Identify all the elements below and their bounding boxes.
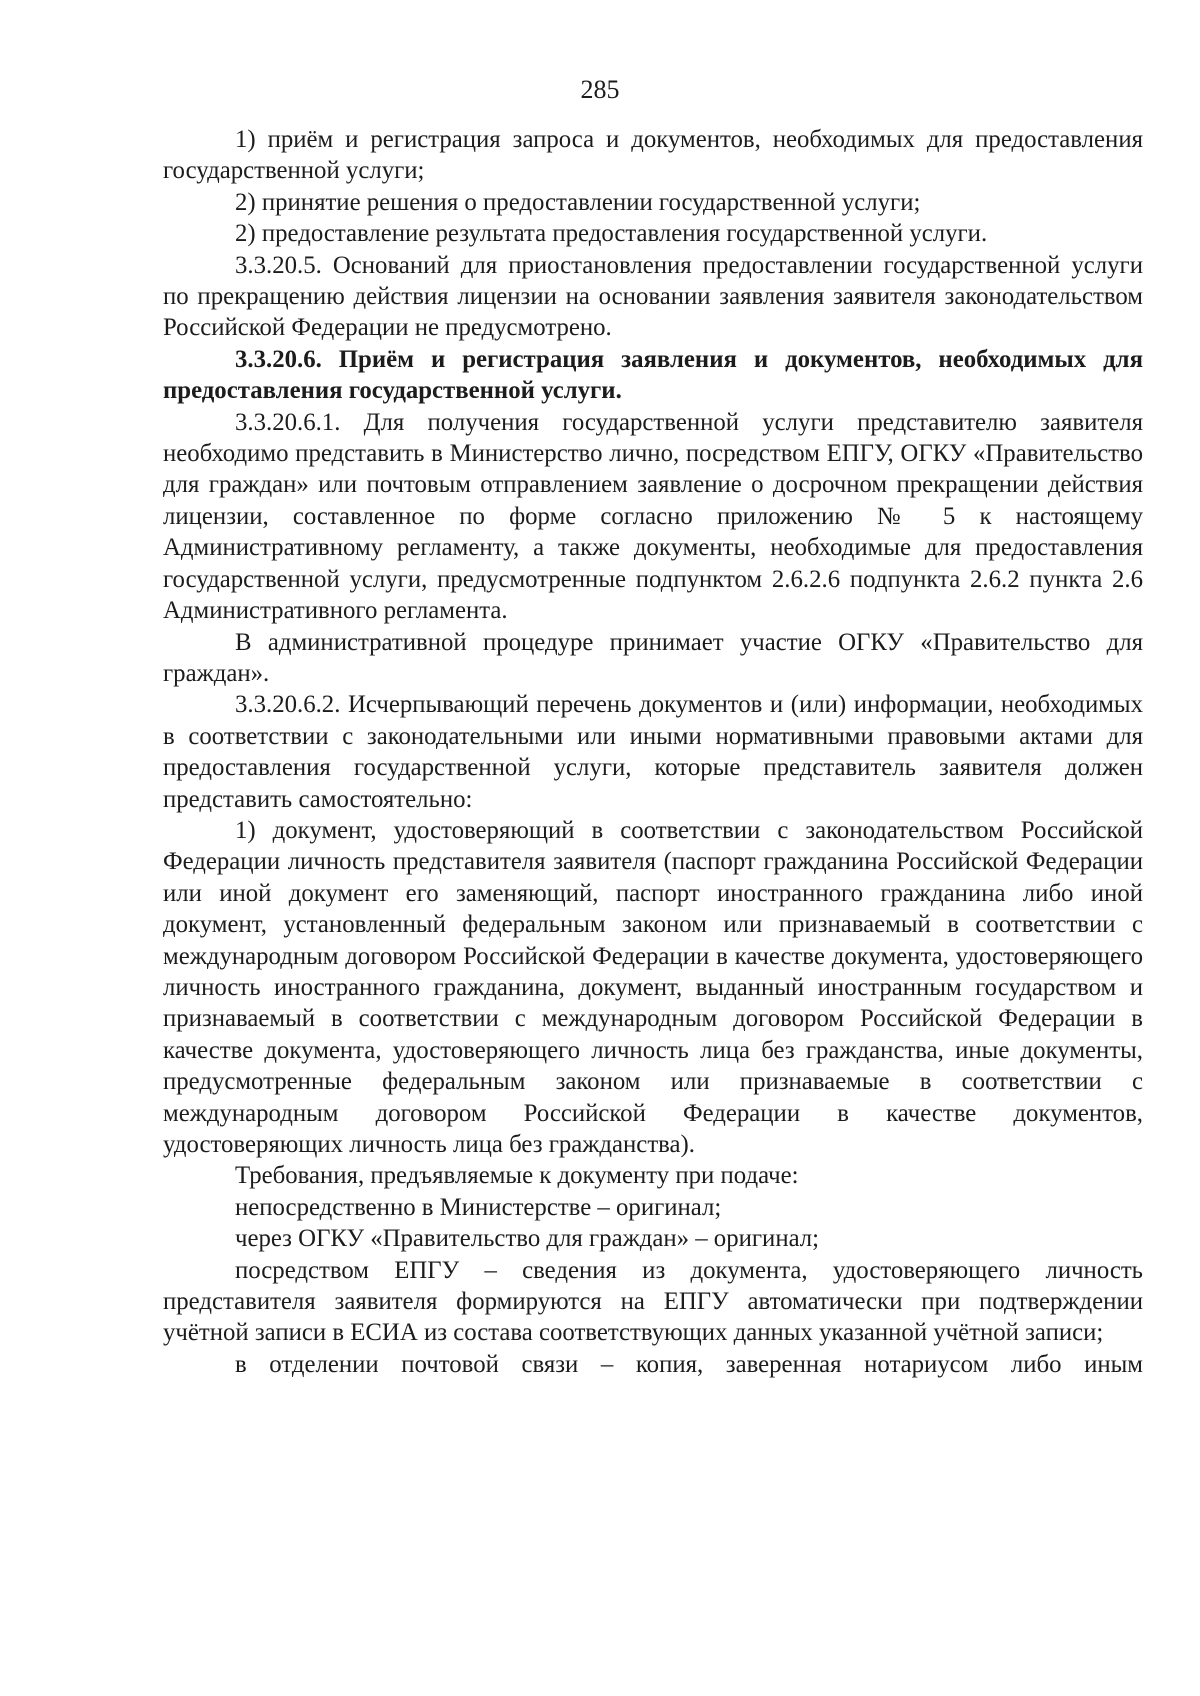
document-body [163, 124, 1143, 1380]
paragraph-post-office: в отделении почтовой связи – копия, заверенная нотариусом либо иным [235, 1350, 1143, 1378]
paragraph-in-ministry: непосредственно в Министерстве – оригинал; [235, 1193, 722, 1221]
paragraph-3-3-20-6-1: 3.3.20.6.1. Для получения государственной услуги представителю заявителя необходимо представить в Министерство лично, посредством ЕПГУ, ОГКУ «Правительство для граждан» или почтовым отправлением заявление о досрочном прекращении действия лицензии, составленное по форме согласно приложению № 5 к настоящему Административному регламенту, а также документы, необходимые для предоставления государственной услуги, предусмотренные подпунктом 2.6.2.6 подпункта 2.6.2 пункта 2.6 Административного регламента. [163, 408, 1143, 625]
paragraph-procedure-item-3: 2) предоставление результата предоставления государственной услуги. [235, 220, 988, 248]
paragraph-document-identity: 1) документ, удостоверяющий в соответствии с законодательством Российской Федерации личность представителя заявителя (паспорт гражданина Российской Федерации или иной документ его заменяющий, паспорт иностранного гражданина либо иной документ, установленный федеральным законом или признаваемый в соответствии с международным договором Российской Федерации в качестве документа, удостоверяющего личность иностранного гражданина, документ, выданный иностранным государством и признаваемый в соответствии с международным договором Российской Федерации в качестве документа, удостоверяющего личность лица без гражданства, иные документы, предусмотренные федеральным законом или признаваемые в соответствии с международным договором Российской Федерации в качестве документов, удостоверяющих личность лица без гражданства). [163, 816, 1143, 1158]
section-heading-3-3-20-6: 3.3.20.6. Приём и регистрация заявления и документов, необходимых для предоставления государственной услуги. [163, 345, 1143, 405]
paragraph-procedure-item-2: 2) принятие решения о предоставлении государственной услуги; [235, 188, 921, 216]
paragraph-procedure-item-1: 1) приём и регистрация запроса и документов, необходимых для предоставления государственной услуги; [163, 126, 1143, 185]
paragraph-3-3-20-5: 3.3.20.5. Оснований для приостановления предоставлении государственной услуги по прекращению действия лицензии на основании заявления заявителя законодательством Российской Федерации не предусмотрено. [163, 251, 1143, 342]
paragraph-3-3-20-6-2: 3.3.20.6.2. Исчерпывающий перечень документов и (или) информации, необходимых в соответствии с законодательными или иными нормативными правовыми актами для предоставления государственной услуги, которые представитель заявителя должен представить самостоятельно: [163, 691, 1143, 813]
paragraph-via-ogku: через ОГКУ «Правительство для граждан» – оригинал; [235, 1225, 820, 1253]
page-number: 285 [580, 75, 620, 104]
paragraph-participation: В административной процедуре принимает участие ОГКУ «Правительство для граждан». [163, 628, 1143, 687]
paragraph-requirements: Требования, предъявляемые к документу при подаче: [235, 1162, 799, 1190]
paragraph-via-epgu: посредством ЕПГУ – сведения из документа, удостоверяющего личность представителя заявителя формируются на ЕПГУ автоматически при подтверждении учётной записи в ЕСИА из состава соответствующих данных указанной учётной записи; [163, 1256, 1143, 1347]
